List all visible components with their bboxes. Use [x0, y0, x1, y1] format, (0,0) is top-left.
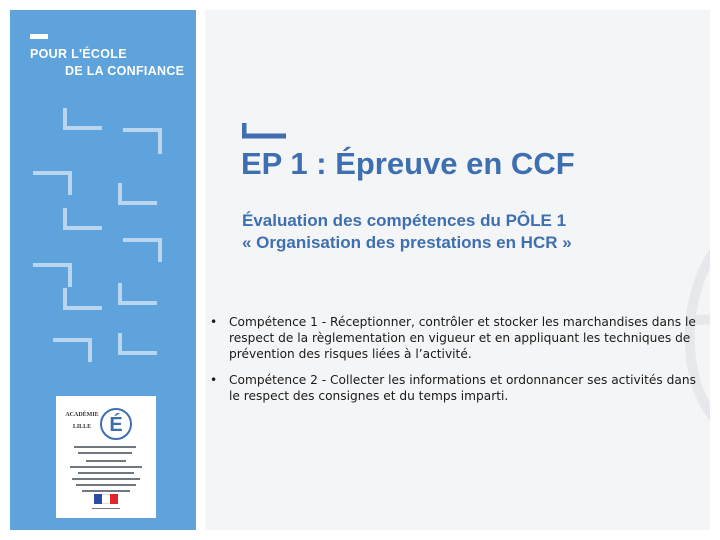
- academy-emblem: [56, 396, 156, 518]
- bracket-mark-icon: [65, 210, 100, 228]
- list-item: [210, 314, 700, 362]
- bracket-mark-icon: [55, 340, 90, 360]
- bullet-icon: •: [210, 373, 218, 387]
- emblem-text-line: [74, 446, 136, 448]
- french-flag-icon: [94, 494, 118, 504]
- logo-line-2: DE LA CONFIANCE: [65, 64, 185, 78]
- competence-2-text: Compétence 2 - Collecter les informations et ordonnancer ses activités dans le respect des consignes et du temps imparti.: [229, 373, 696, 403]
- emblem-text-line: [78, 472, 134, 474]
- emblem-text-line: [92, 508, 120, 509]
- emblem-text-line: [76, 484, 136, 486]
- bracket-mark-icon: [125, 130, 160, 152]
- emblem-text-line: [86, 460, 126, 462]
- bracket-mark-icon: [120, 335, 155, 353]
- subtitle: [242, 210, 572, 254]
- academy-label: ACADÉMIE: [65, 412, 99, 418]
- bracket-mark-icon: [65, 110, 100, 128]
- bracket-mark-icon: [35, 173, 70, 193]
- bracket-mark-icon: [125, 240, 160, 260]
- page-title: EP 1 : Épreuve en CCF: [241, 146, 575, 181]
- subtitle-line-1: Évaluation des compétences du PÔLE 1: [242, 211, 567, 230]
- logo-line-1: POUR L'ÉCOLE: [30, 47, 127, 61]
- academy-letter: É: [109, 414, 123, 436]
- bracket-mark-icon: [65, 290, 100, 308]
- bracket-mark-icon: [35, 265, 70, 285]
- list-item: [210, 372, 700, 404]
- competence-1-text: Compétence 1 - Réceptionner, contrôler et stocker les marchandises dans le respect de la règlementation en vigueur et en appliquant les techniques de prévention des risques liées à l’activité.: [229, 315, 696, 361]
- academy-logo-icon: [64, 402, 148, 442]
- title-bracket-icon: [242, 123, 288, 139]
- emblem-text-line: [72, 478, 140, 480]
- emblem-text-line: [82, 490, 130, 492]
- bullet-icon: •: [210, 315, 218, 329]
- subtitle-line-2: « Organisation des prestations en HCR »: [242, 233, 572, 252]
- bracket-mark-icon: [120, 185, 155, 203]
- bracket-pattern-icon: [10, 95, 196, 365]
- content-panel: [205, 10, 710, 530]
- competence-list: [210, 314, 700, 414]
- emblem-text-line: [70, 466, 142, 468]
- emblem-text-line: [78, 452, 132, 454]
- academy-city: LILLE: [72, 424, 92, 430]
- logo-text: [30, 46, 184, 80]
- logo-mark: [30, 34, 48, 39]
- bracket-mark-icon: [120, 285, 155, 303]
